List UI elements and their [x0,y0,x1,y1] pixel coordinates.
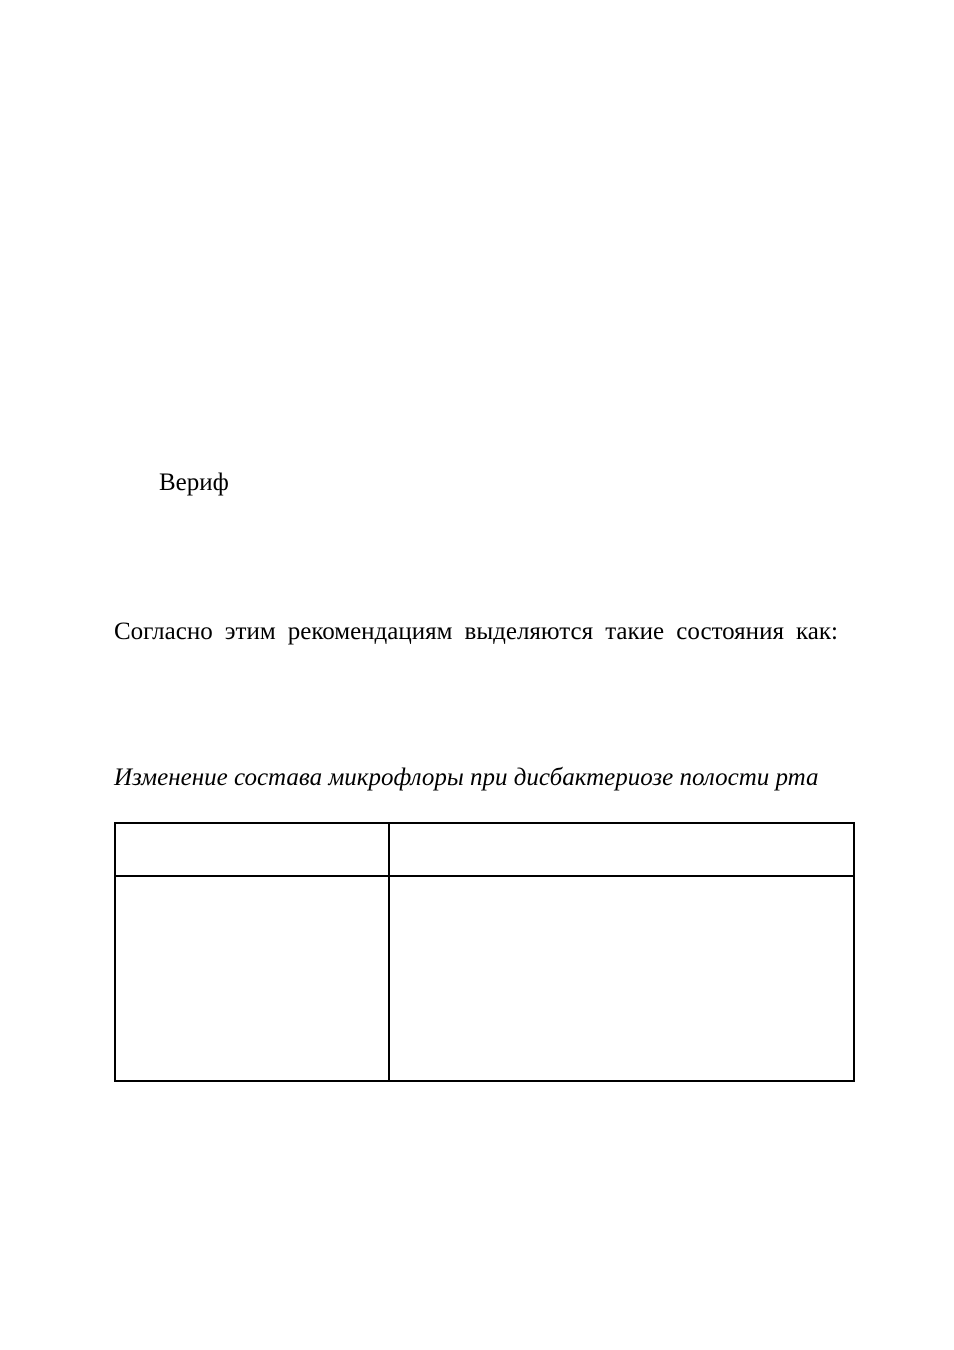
table-cell [389,876,854,1081]
paragraph: Согласно этим рекомендациям выделяются такие состояния как: [114,618,838,645]
table-header-cell [115,823,389,876]
text-fragment: Вериф [159,469,229,496]
microflora-table [114,822,855,1082]
table-row [115,876,854,1081]
table-caption: Изменение состава микрофлоры при дисбактериозе полости рта [114,764,819,791]
table-cell [115,876,389,1081]
table-header-cell [389,823,854,876]
table-header-row [115,823,854,876]
